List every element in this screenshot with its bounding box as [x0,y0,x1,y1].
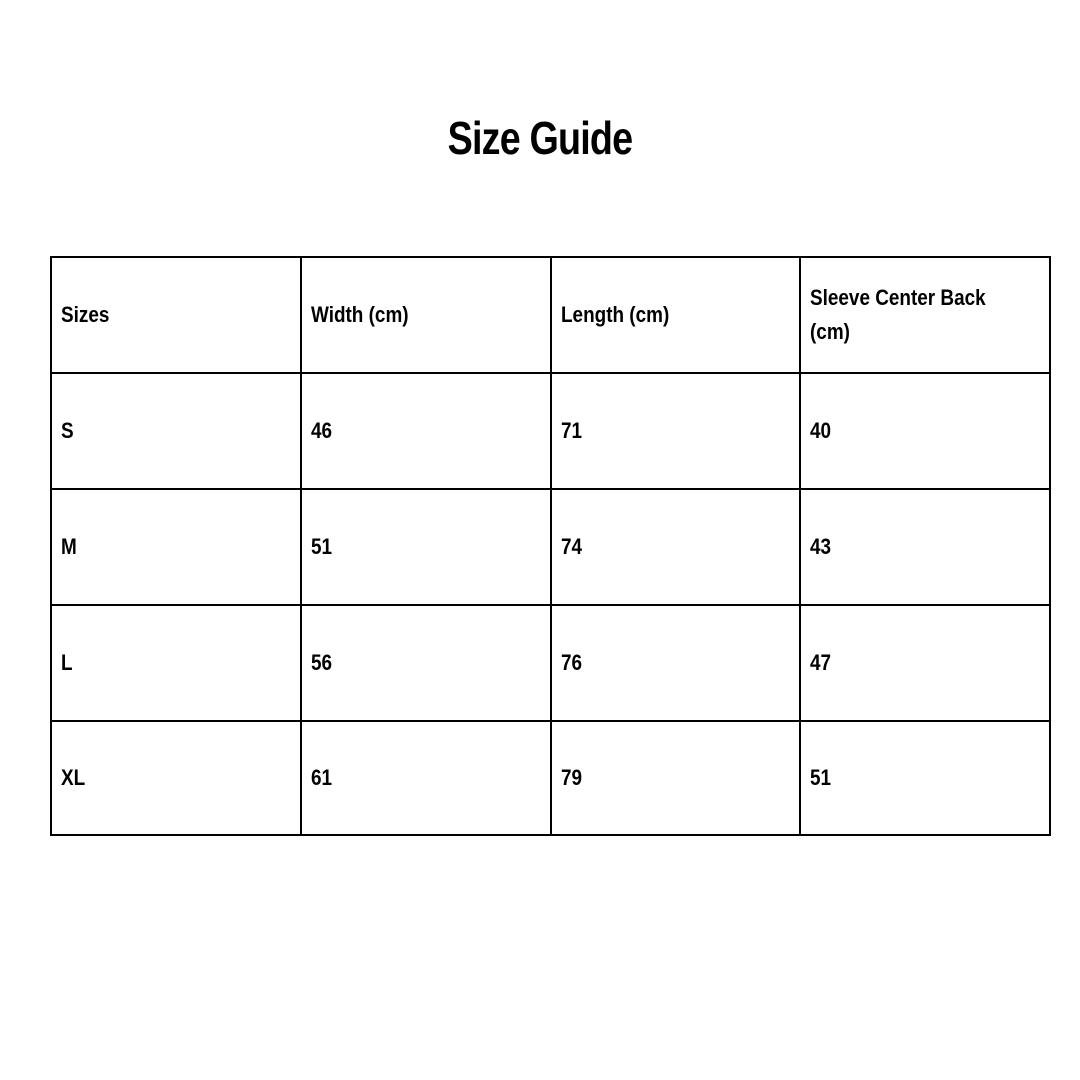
table-cell [51,605,301,721]
table-cell [551,489,801,605]
length-value: 79 [560,765,582,790]
table-cell [551,605,801,721]
length-value: 74 [560,534,582,559]
table-row [51,373,1050,489]
table-row [51,605,1050,721]
table-row [51,721,1050,835]
sleeve-value: 47 [810,650,832,675]
table-cell [800,605,1050,721]
size-label: S [61,418,74,443]
width-value: 56 [310,650,332,675]
table-header-cell [301,257,551,373]
sleeve-value: 40 [810,418,832,443]
table-cell [301,605,551,721]
table-cell [301,489,551,605]
table-cell [301,721,551,835]
header-width: Width (cm) [310,302,409,327]
header-length: Length (cm) [560,302,669,327]
table-cell [800,373,1050,489]
length-value: 76 [560,650,582,675]
table-header-cell [800,257,1050,373]
size-label: XL [61,765,86,790]
table-cell [551,373,801,489]
sleeve-value: 51 [810,765,832,790]
width-value: 61 [310,765,332,790]
table-header-cell [551,257,801,373]
header-sizes: Sizes [61,302,110,327]
table-header-row [51,257,1050,373]
size-guide-table [50,256,1051,836]
table-cell [51,721,301,835]
page-title: Size Guide [447,112,633,164]
length-value: 71 [560,418,582,443]
table-header-cell [51,257,301,373]
table-cell [301,373,551,489]
table-cell [51,373,301,489]
table-row [51,489,1050,605]
table-cell [800,721,1050,835]
size-label: M [61,534,77,559]
sleeve-value: 43 [810,534,832,559]
table-cell [800,489,1050,605]
header-sleeve-center-back: Sleeve Center Back (cm) [810,285,986,344]
table-cell [551,721,801,835]
size-label: L [61,650,73,675]
width-value: 51 [310,534,332,559]
width-value: 46 [310,418,332,443]
table-cell [51,489,301,605]
